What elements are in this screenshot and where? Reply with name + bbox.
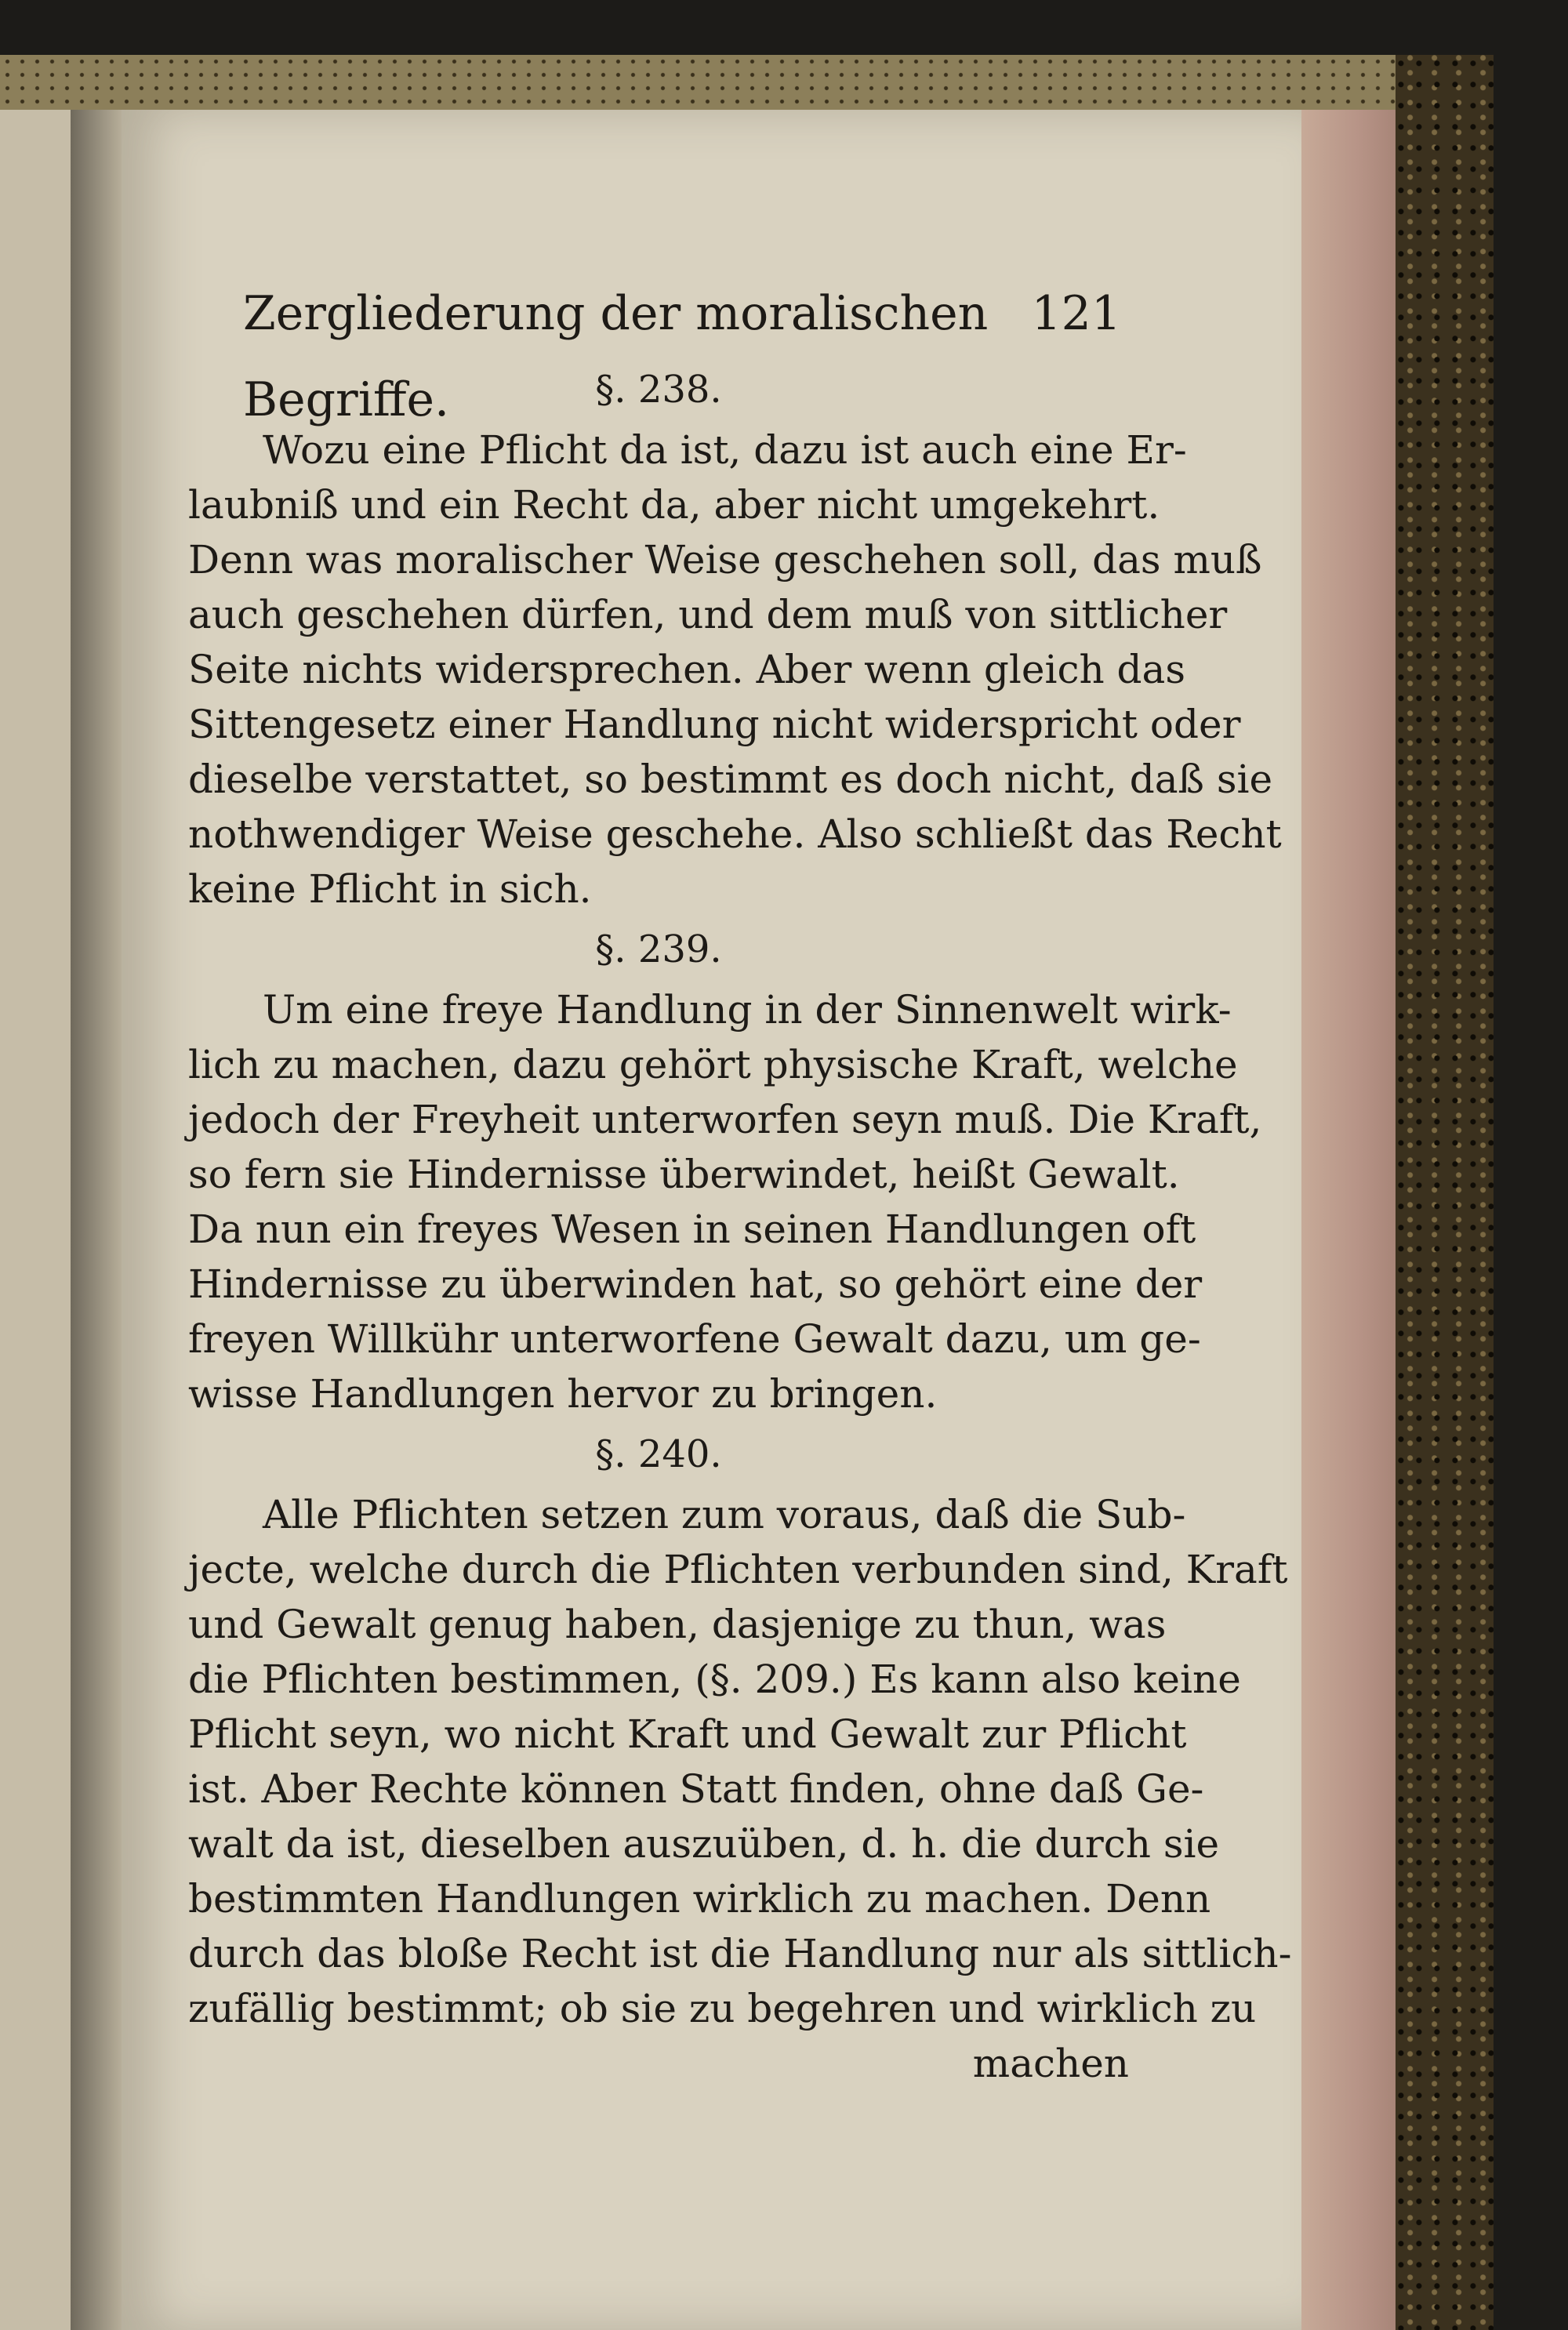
text-line: zufällig bestimmt; ob sie zu begehren und wirklich zu <box>188 1986 1257 2031</box>
section-heading: §. 240. <box>595 1432 722 1476</box>
page-fore-edge <box>1301 110 1396 2330</box>
text-line: Denn was moralischer Weise geschehen soll, das muß <box>188 537 1262 582</box>
text-line: dieselbe verstattet, so bestimmt es doch nicht, daß sie <box>188 757 1273 802</box>
book-top-edge <box>0 55 1494 110</box>
text-line: die Pflichten bestimmen, (§. 209.) Es kann also keine <box>188 1657 1241 1702</box>
text-line: bestimmten Handlungen wirklich zu machen. Denn <box>188 1876 1211 1922</box>
book-cover-right <box>1396 55 1494 2330</box>
text-line: Hindernisse zu überwinden hat, so gehört eine der <box>188 1261 1203 1307</box>
text-line: jecte, welche durch die Pflichten verbunden sind, Kraft <box>188 1547 1288 1592</box>
text-line: lich zu machen, dazu gehört physische Kraft, welche <box>188 1042 1238 1087</box>
text-line: Seite nichts widersprechen. Aber wenn gleich das <box>188 647 1186 692</box>
facing-page-edge <box>0 110 74 2330</box>
text-line: Da nun ein freyes Wesen in seinen Handlungen oft <box>188 1207 1196 1252</box>
book-gutter <box>71 110 125 2330</box>
page-number: 121 <box>1031 286 1121 341</box>
text-line: und Gewalt genug haben, dasjenige zu thun, was <box>188 1602 1167 1647</box>
section-240 <box>188 1421 1292 2036</box>
text-line: walt da ist, dieselben auszuüben, d. h. die durch sie <box>188 1821 1220 1867</box>
catchword: machen <box>972 2041 1129 2086</box>
text-line: laubniß und ein Recht da, aber nicht umgekehrt. <box>188 482 1160 528</box>
text-line: Alle Pflichten setzen zum voraus, daß die Sub- <box>263 1492 1186 1537</box>
section-heading: §. 239. <box>595 927 722 971</box>
text-line: nothwendiger Weise geschehe. Also schließt das Recht <box>188 811 1282 857</box>
text-line: Sittengesetz einer Handlung nicht widerspricht oder <box>188 702 1241 747</box>
text-line: ist. Aber Rechte können Statt finden, ohne daß Ge- <box>188 1766 1204 1812</box>
text-line: Um eine freye Handlung in der Sinnenwelt wirk- <box>263 987 1232 1033</box>
text-line: keine Pflicht in sich. <box>188 866 592 912</box>
text-line: so fern sie Hindernisse überwindet, heißt Gewalt. <box>188 1152 1180 1197</box>
text-line: Pflicht seyn, wo nicht Kraft und Gewalt zur Pflicht <box>188 1711 1187 1757</box>
running-head-title: Zergliederung der moralischen Begriffe. <box>243 286 989 427</box>
text-line: auch geschehen dürfen, und dem muß von sittlicher <box>188 592 1228 637</box>
text-line: durch das bloße Recht ist die Handlung nur als sittlich- <box>188 1931 1292 1976</box>
section-heading: §. 238. <box>595 368 722 412</box>
text-line: jedoch der Freyheit unterworfen seyn muß. Die Kraft, <box>188 1097 1262 1142</box>
text-line: Wozu eine Pflicht da ist, dazu ist auch eine Er- <box>263 427 1187 473</box>
text-line: wisse Handlungen hervor zu bringen. <box>188 1371 938 1417</box>
text-line: freyen Willkühr unterworfene Gewalt dazu, um ge- <box>188 1316 1201 1362</box>
page-text-block <box>188 270 1292 2091</box>
section-239 <box>188 916 1262 1421</box>
